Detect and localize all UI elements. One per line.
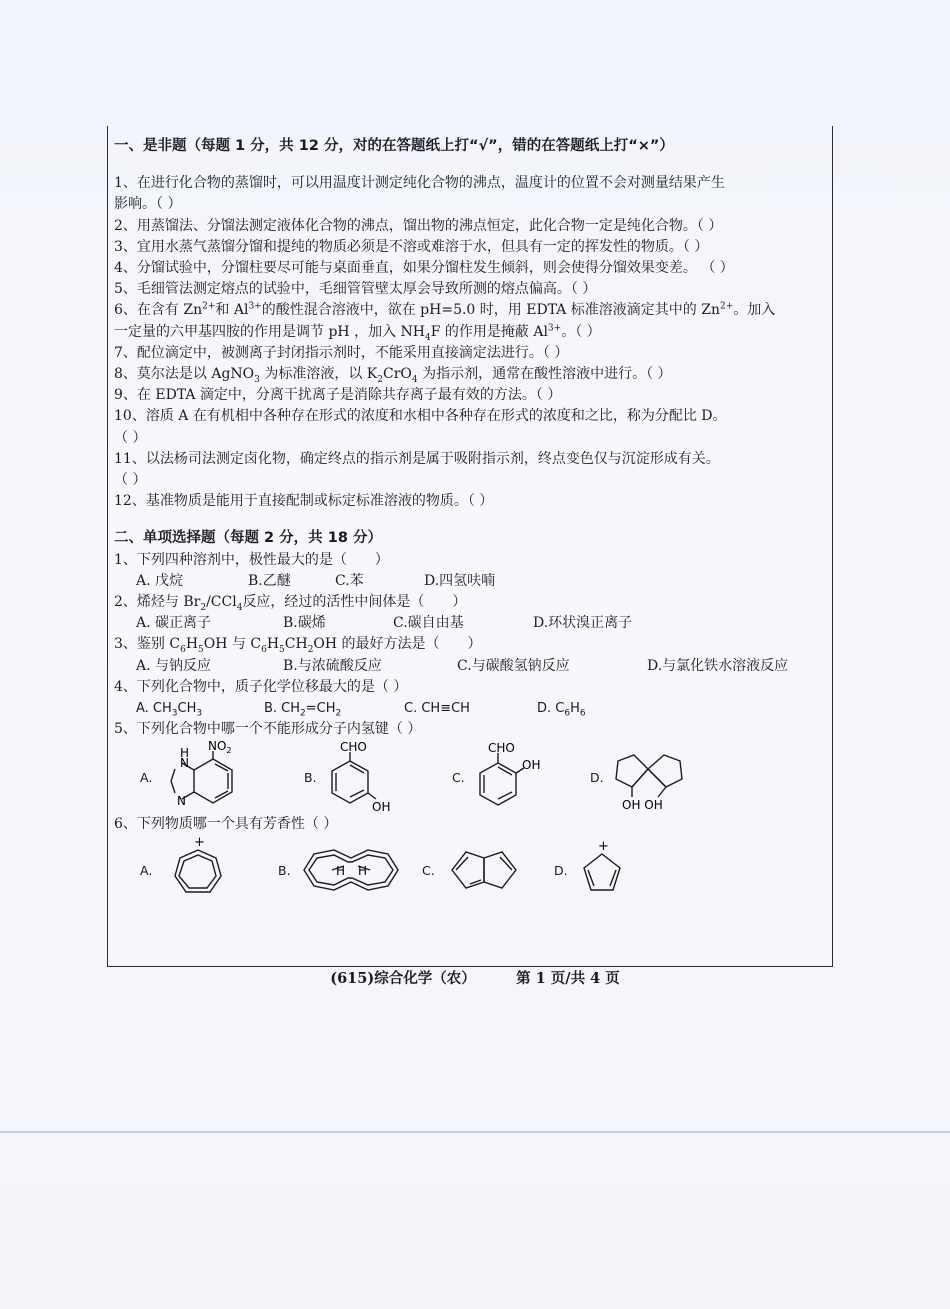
s2-question-4-options [114,698,826,719]
s1-question-8: 8、莫尔法是以 AgNO$_3$ 为标准溶液，以 $K_2CrO_4$ 为指示剂，通常在酸性溶液中进行。（ ） [114,366,672,385]
option-a-label: A. [140,769,153,785]
option-d: D.四氢呋喃 [424,572,496,589]
s2-question-2-options [114,613,826,634]
s1-question-11-line2: （ ） [114,472,147,489]
option-b: B.乙醚 [248,572,291,589]
exam-content [114,136,826,906]
bridge-h-right: H [358,863,368,878]
option-d: D.环状溴正离子 [533,615,633,632]
s1-question-1-line1: 1、在进行化合物的蒸馏时，可以用温度计测定纯化合物的沸点，温度计的位置不会对测量结果产生 [114,175,725,192]
option-b: B. $CH_2=CH_2$ [264,701,342,719]
meta-hydroxybenzaldehyde-structure [322,741,422,813]
diol-groups: OH OH [622,798,663,813]
s2-question-3-options [114,656,826,677]
s2-question-4: 4、下列化合物中，质子化学位移最大的是（ ） [114,678,408,695]
hydroxyl-group: OH [522,758,541,773]
nitrobenzimidazole-structure [158,741,268,813]
imidazole-n: N [177,794,186,809]
s1-question-4: 4、分馏试验中，分馏柱要尽可能与桌面垂直，如果分馏柱发生倾斜，则会使得分馏效果变差。 （ ） [114,260,734,277]
salicylaldehyde-structure [470,741,570,813]
option-b: B.碳烯 [283,615,326,632]
fold-line [0,1131,950,1133]
option-b-label: B. [278,863,291,879]
s1-question-12: 12、基准物质是能用于直接配制或标定标准溶液的物质。（ ） [114,493,494,510]
option-d-label: D. [590,769,604,785]
option-c-label: C. [452,769,465,785]
s2-question-6: 6、下列物质哪一个具有芳香性（ ） [114,816,338,833]
nitro-group: $NO_2$ [208,741,232,756]
option-a: A. 碳正离子 [136,615,212,632]
option-a: A. 戊烷 [136,572,184,589]
aldehyde-group: CHO [340,741,367,755]
option-d: D.与氯化铁水溶液反应 [647,657,789,674]
option-c-label: C. [422,863,435,879]
imidazole-h: H [180,746,190,761]
s1-question-3: 3、宜用水蒸气蒸馏分馏和提纯的物质必须是不溶或难溶于水，但具有一定的挥发性的物质。（ ） [114,238,709,255]
option-c: C.碳自由基 [393,615,464,632]
s1-question-10-line2: （ ） [114,429,147,446]
option-c: C.苯 [335,572,364,589]
s1-question-2: 2、用蒸馏法、分馏法测定液体化合物的沸点，馏出物的沸点恒定，此化合物一定是纯化合物。（ ） [114,217,723,234]
section-1-title: 一、是非题（每题 1 分，共 12 分，对的在答题纸上打“√”，错的在答题纸上打“×”） [114,138,674,154]
s2-question-2: 2、烯烃与 $Br_2/CCl_4$反应，经过的活性中间体是（ ） [114,594,467,613]
bridged-annulene-structure [296,836,406,906]
section-2-title: 二、单项选择题（每题 2 分，共 18 分） [114,530,382,547]
s2-question-5-structures [114,740,826,814]
s2-question-6-structures [114,836,826,906]
s2-question-5: 5、下列化合物中哪一个不能形成分子内氢键（ ） [114,721,422,738]
cation-charge: + [194,835,205,850]
option-c: C.与碳酸氢钠反应 [457,657,570,674]
s2-question-1: 1、下列四种溶剂中，极性最大的是（ ） [114,551,389,568]
s1-question-5: 5、毛细管法测定熔点的试验中，毛细管管壁太厚会导致所测的熔点偏高。（ ） [114,281,597,298]
option-c: C. CH≡CH [404,701,470,717]
option-a: A. $CH_3CH_3$ [136,701,203,719]
s1-question-10-line1: 10、溶质 A 在有机相中各种存在形式的浓度和水相中各种存在形式的浓度和之比，称为分配比 D。 [114,408,727,425]
option-a: A. 与钠反应 [136,657,212,674]
option-b: B.与浓硫酸反应 [283,657,382,674]
s1-question-6-line1: 6、在含有 $Zn^{2+}$和 $Al^{3+}$的酸性混合溶液中，欲在 pH=5.0 时，用 EDTA 标准溶液滴定其中的 $Zn^{2+}$。加入 [114,301,776,319]
s1-question-11-line1: 11、以法杨司法测定卤化物，确定终点的指示剂是属于吸附指示剂，终点变色仅与沉淀形成有关。 [114,450,720,467]
s1-question-9: 9、在 EDTA 滴定中，分离干扰离子是消除共存离子最有效的方法。（ ） [114,387,562,404]
option-a-label: A. [140,863,153,879]
pentalene-structure [440,836,530,906]
spiro-diol-structure [608,741,698,813]
s2-question-1-options [114,571,826,592]
option-d-label: D. [554,863,568,879]
cation-charge: + [598,838,609,854]
s2-question-3: 3、鉴别 $C_6H_5OH$ 与 $C_6H_5CH_2OH$ 的最好方法是（ ） [114,636,482,656]
s1-question-7: 7、配位滴定中，被测离子封闭指示剂时，不能采用直接滴定法进行。（ ） [114,344,569,361]
cyclopentadienyl-cation-structure [572,836,632,906]
s1-question-6-line2: 一定量的六甲基四胺的作用是调节 pH ，加入 $NH_4F$ 的作用是掩蔽 $Al^{3+}$。（ ） [114,322,601,343]
page-footer: (615)综合化学（农） 第 1 页/共 4 页 [330,970,620,987]
option-b-label: B. [304,769,317,785]
bridge-h-left: H [336,863,346,878]
aldehyde-group: CHO [488,741,515,756]
s1-question-1-line2: 影响。（ ） [114,196,182,213]
hydroxyl-group: OH [372,800,391,814]
imidazole-nh-n: N [180,756,189,771]
option-d: D. $C_6H_6$ [537,701,586,719]
tropylium-cation-structure [158,836,238,906]
